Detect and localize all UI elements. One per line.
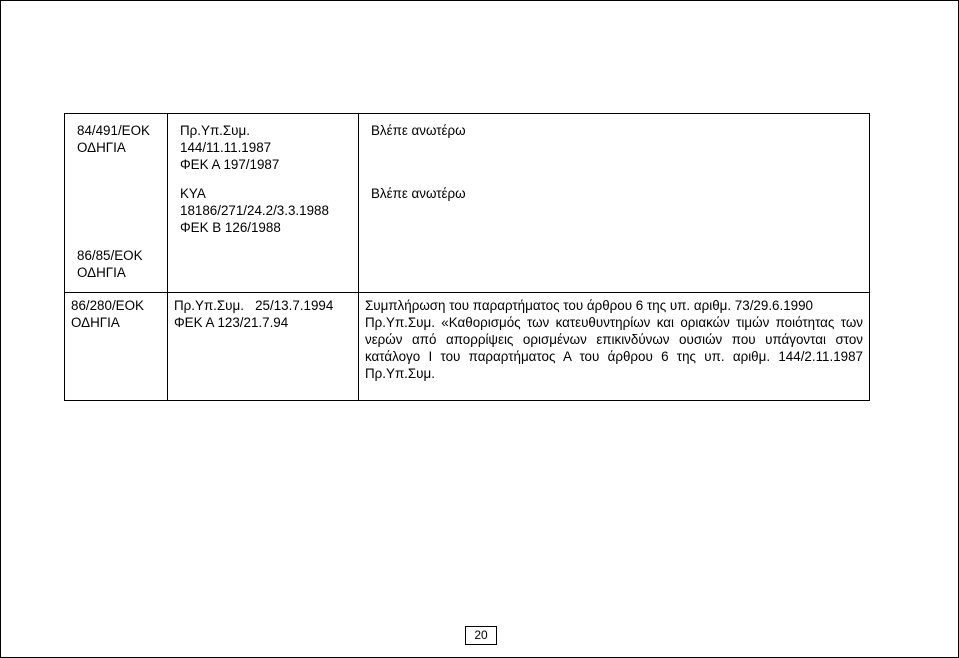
page-number: 20 <box>465 626 497 645</box>
law-number: 25/13.7.1994 <box>255 298 334 313</box>
directive-type: ΟΔΗΓΙΑ <box>77 140 126 155</box>
directive-cell <box>65 293 168 401</box>
directive-number: 86/280/ΕΟΚ <box>71 298 144 313</box>
see-above-note: Βλέπε ανωτέρω <box>371 186 466 201</box>
law-line: ΚΥΑ <box>180 186 206 201</box>
directive-type: ΟΔΗΓΙΑ <box>77 265 126 280</box>
directive-number: 86/85/ΕΟΚ <box>77 248 143 263</box>
directive-type: ΟΔΗΓΙΑ <box>71 315 120 330</box>
law-line <box>174 297 352 314</box>
law-line: 18186/271/24.2/3.3.1988 <box>180 203 329 218</box>
law-cell <box>168 293 359 401</box>
description-cell <box>359 293 870 401</box>
see-above-note: Βλέπε ανωτέρω <box>371 123 466 138</box>
directive-number: 84/491/ΕΟΚ <box>77 123 150 138</box>
law-line: ΦΕΚ Β 126/1988 <box>180 220 281 235</box>
law-line: ΦΕΚ Α 197/1987 <box>180 157 280 172</box>
description-first-line: Συμπλήρωση του παραρτήματος του άρθρου 6 της υπ. αριθμ. 73/29.6.1990 <box>365 298 813 313</box>
table-row <box>65 293 870 401</box>
description-cell <box>359 114 870 293</box>
law-line: ΦΕΚ Α 123/21.7.94 <box>174 315 289 330</box>
directive-cell <box>65 114 168 293</box>
legislation-table <box>64 113 870 401</box>
law-cell <box>168 114 359 293</box>
law-line: 144/11.11.1987 <box>180 140 272 155</box>
law-line: Πρ.Υπ.Συμ. <box>180 123 250 138</box>
table-row <box>65 114 870 293</box>
law-type: Πρ.Υπ.Συμ. <box>174 298 244 313</box>
description-text: Πρ.Υπ.Συμ. «Καθορισμός των κατευθυντηρίων και οριακών τιμών ποιότητας των νερών από απορρίψεις ορισμένων επικινδύνων ουσιών που υπάγονται στον κατάλογο Ι του παραρτήματος Α του άρθρου 6 της υπ. αριθμ. 144/2.11.1987 Πρ.Υπ.Συμ. <box>365 315 863 381</box>
